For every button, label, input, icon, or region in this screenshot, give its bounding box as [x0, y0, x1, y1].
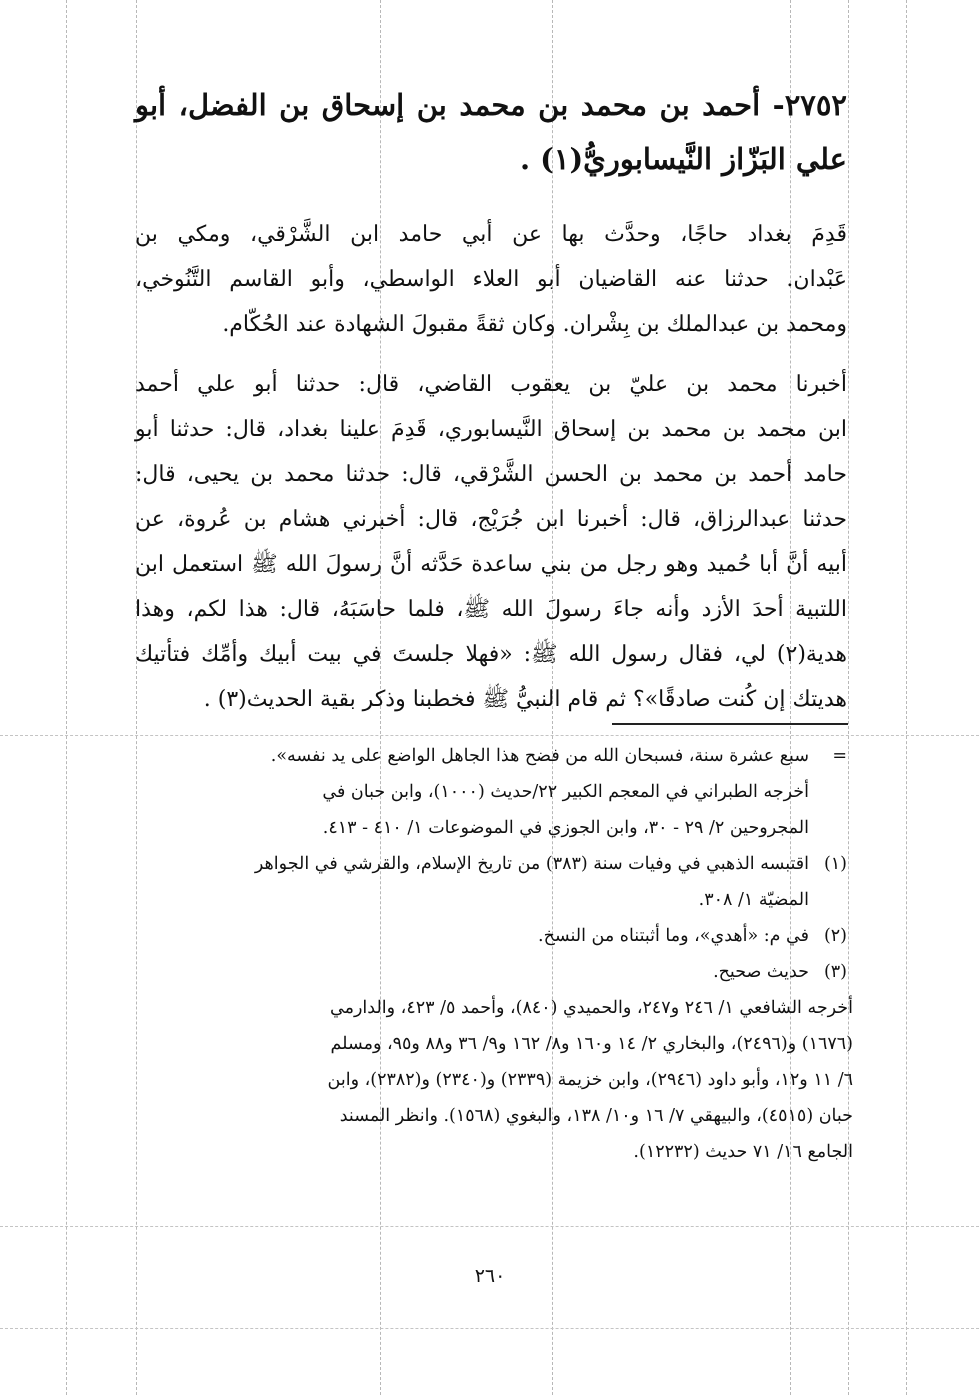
footnote-continued: [135, 738, 847, 846]
entry-heading: [135, 78, 847, 186]
paragraph-line: عَبْدان. حدثنا عنه القاضيان أبو العلاء الواسطي، وأبو القاسم التَّنُوخي،: [135, 267, 847, 292]
footnote-separator: [612, 723, 848, 725]
scan-guide-line: [848, 0, 849, 1395]
paragraph-line: أخبرنا محمد بن عليّ بن يعقوب القاضي، قال: حدثنا أبو علي أحمد: [135, 372, 847, 397]
paragraph-line: قَدِمَ بغداد حاجًا، وحدَّث بها عن أبي حامد ابن الشَّرْقي، ومكي بن: [135, 222, 847, 247]
footnote-line: في م: «أهدي»، وما أثبتناه من النسخ.: [538, 926, 809, 946]
heading-line: ٢٧٥٢- أحمد بن محمد بن محمد بن إسحاق بن الفضل، أبو: [135, 88, 847, 122]
footnote-marker: (١): [823, 854, 847, 874]
paragraph-line: أبيه أنَّ أبا حُميد وهو رجل من بني ساعدة حَدَّثه أنَّ رسولَ الله ﷺ استعمل ابن: [135, 552, 847, 577]
footnote-line: (١٦٧٦) و(٢٤٩٦)، والبخاري ٢/ ١٤ و١٦٠ و٨/ ١٦٢ و٩/ ٣٦ و٨٨ و٩٥، ومسلم: [330, 1034, 853, 1054]
scan-guide-line: [66, 0, 67, 1395]
footnotes: [135, 738, 853, 1170]
footnote-3: [135, 954, 847, 990]
paragraph-line: حدثنا عبدالرزاق، قال: أخبرنا ابن جُرَيْج، قال: أخبرني هشام بن عُروة، عن: [135, 507, 847, 532]
paragraph-line: هديتك إن كُنت صادقًا»؟ ثم قام النبيُّ ﷺ فخطبنا وذكر بقية الحديث(٣) .: [203, 687, 847, 712]
scan-guide-line: [0, 1226, 979, 1227]
footnote-2: [135, 918, 847, 954]
footnote-line: حبان (٤٥١٥)، والبيهقي ٧/ ١٦ و١٠/ ١٣٨، والبغوي (١٥٦٨). وانظر المسند: [339, 1106, 853, 1126]
footnote-line: ٦/ ١١ و١٢، وأبو داود (٢٩٤٦)، وابن خزيمة (٢٣٣٩) و(٢٣٤٠) و(٢٣٨٢)، وابن: [327, 1070, 853, 1090]
page-number: ٢٦٠: [474, 1265, 506, 1287]
heading-line: علي البَزّاز النَّيسابوريُّ(١) .: [519, 142, 847, 176]
footnote-3-details: [135, 990, 853, 1170]
footnote-line: حديث صحيح.: [713, 962, 809, 982]
footnote-line: أخرجه الشافعي ١/ ٢٤٦ و٢٤٧، والحميدي (٨٤٠)، وأحمد ٥/ ٤٢٣، والدارمي: [330, 998, 853, 1018]
footnote-line: المجروحين ٢/ ٢٩ - ٣٠، وابن الجوزي في الموضوعات ١/ ٤١٠ - ٤١٣.: [322, 818, 809, 838]
scan-guide-line: [0, 1328, 979, 1329]
footnote-marker: (٢): [823, 926, 847, 946]
footnote-line: الجامع ١٦/ ٧١ حديث (١٢٢٣٢).: [633, 1142, 853, 1162]
footnote-marker: (٣): [823, 962, 847, 982]
paragraph-line: هدية(٢) لي، فقال رسول الله ﷺ: «فهلا جلستَ في بيت أبيك وأمِّك فتأتيك: [135, 642, 847, 667]
footnote-1: [135, 846, 847, 918]
paragraph-line: حامد أحمد بن محمد بن الحسن الشَّرْقي، قال: حدثنا محمد بن يحيى، قال:: [135, 462, 847, 487]
paragraph-line: ابن محمد بن محمد بن إسحاق النَّيسابوري، قَدِمَ علينا بغداد، قال: حدثنا أبو: [135, 417, 847, 442]
footnote-line: المضيّة ١/ ٣٠٨.: [698, 890, 809, 910]
paragraph-line: اللتبية أحدَ الأزد وأنه جاءَ رسولَ الله ﷺ، فلما حاسَبَهُ، قال: هذا لكم، وهذا: [135, 597, 847, 622]
hadith-paragraph: [135, 362, 847, 722]
footnote-line: أخرجه الطبراني في المعجم الكبير ٢٢/حديث (١٠٠٠)، وابن حبان في: [322, 782, 809, 802]
paragraph-line: ومحمد بن عبدالملك بن بِشْران. وكان ثقةً مقبولَ الشهادة عند الحُكّام.: [222, 312, 847, 337]
biography-paragraph: [135, 212, 847, 347]
footnote-line: سبع عشرة سنة، فسبحان الله من فضح هذا الجاهل الواضع على يد نفسه».: [270, 746, 809, 766]
scan-guide-line: [906, 0, 907, 1395]
scan-guide-line: [0, 735, 979, 736]
footnote-line: اقتبسه الذهبي في وفيات سنة (٣٨٣) من تاريخ الإسلام، والقرشي في الجواهر: [254, 854, 809, 874]
footnote-marker: =: [832, 746, 847, 766]
